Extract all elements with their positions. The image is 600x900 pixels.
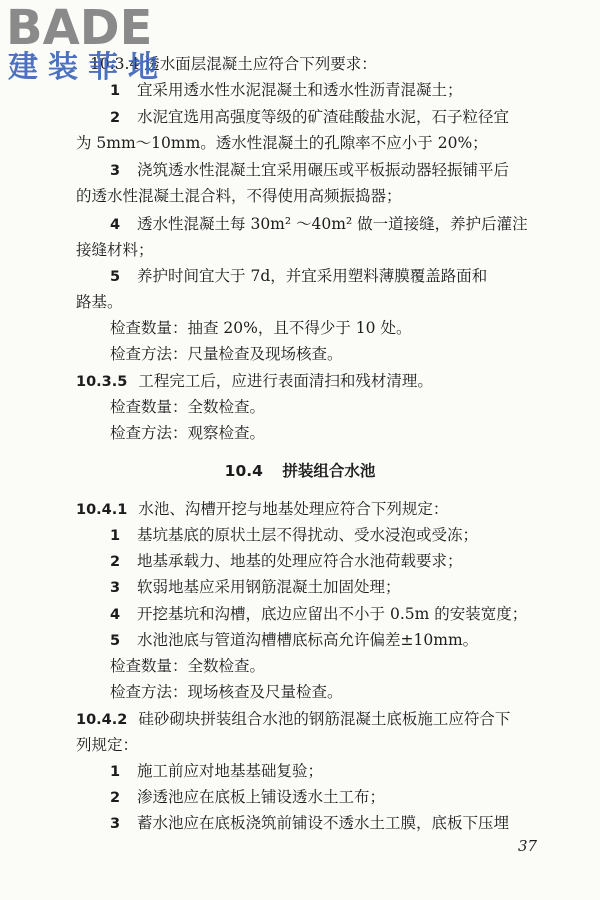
continuation-line	[76, 733, 138, 757]
item-text: 水池池底与管道沟槽槽底标高允许偏差±10mm。	[137, 631, 479, 649]
inspection-method	[110, 680, 343, 704]
item-number: 1	[110, 83, 121, 99]
list-item	[110, 212, 528, 237]
list-item	[110, 549, 463, 574]
item-text: 浇筑透水性混凝土宜采用碾压或平板振动器轻振铺平后	[137, 161, 510, 179]
clause-text: 硅砂砌块拼装组合水池的钢筋混凝土底板施工应符合下	[138, 710, 511, 728]
item-number: 2	[110, 110, 121, 126]
section-heading-10-4	[0, 459, 600, 483]
clause-10-3-5	[76, 369, 433, 394]
item-text: 养护时间宜大于 7d，并宜采用塑料薄膜覆盖路面和	[137, 267, 488, 285]
item-number: 5	[110, 633, 121, 649]
item-text: 透水性混凝土每 30m² ～40m² 做一道接缝，养护后灌注	[137, 215, 528, 233]
list-item	[110, 811, 509, 836]
inspection-text: 检查数量：全数检查。	[110, 398, 266, 416]
inspection-method	[110, 421, 265, 445]
item-text: 的透水性混凝土混合料，不得使用高频振捣器；	[76, 187, 402, 205]
item-number: 2	[110, 790, 121, 806]
item-text: 渗透池应在底板上铺设透水土工布；	[137, 788, 386, 806]
clause-10-4-1	[76, 497, 448, 522]
item-number: 2	[110, 554, 121, 570]
list-item	[110, 264, 487, 289]
inspection-quantity	[110, 316, 411, 340]
list-item	[110, 158, 509, 183]
list-item	[110, 759, 323, 784]
clause-text: 列规定：	[76, 736, 139, 754]
item-text: 基坑基底的原状土层不得扰动、受水浸泡或受冻；	[137, 526, 479, 544]
item-number: 1	[110, 764, 121, 780]
item-text: 软弱地基应采用钢筋混凝土加固处理；	[137, 578, 401, 596]
inspection-quantity	[110, 395, 265, 419]
item-number: 4	[110, 217, 121, 233]
item-text: 地基承载力、地基的处理应符合水池荷载要求；	[137, 552, 463, 570]
list-item	[110, 575, 401, 600]
item-text: 为 5mm～10mm。透水性混凝土的孔隙率不应小于 20%；	[76, 134, 488, 152]
inspection-text: 检查数量：全数检查。	[110, 657, 266, 675]
item-text: 开挖基坑和沟槽，底边应留出不小于 0.5m 的安装宽度；	[137, 605, 528, 623]
clause-text: 工程完工后，应进行表面清扫和残材清理。	[138, 372, 433, 390]
item-text: 宜采用透水性水泥混凝土和透水性沥青混凝土；	[137, 81, 463, 99]
item-number: 3	[110, 163, 121, 179]
item-number: 3	[110, 580, 121, 596]
item-number: 1	[110, 528, 121, 544]
inspection-text: 检查方法：尺量检查及现场核查。	[110, 345, 343, 363]
list-item	[110, 523, 478, 548]
list-item	[110, 785, 385, 810]
logo-brand-text: BADE	[6, 0, 153, 56]
inspection-method	[110, 342, 343, 366]
item-text: 接缝材料；	[76, 241, 154, 259]
clause-text: 10.3.4 透水面层混凝土应符合下列要求：	[90, 55, 377, 73]
clause-number: 10.4.1	[76, 502, 128, 518]
continuation-line	[76, 131, 488, 155]
item-number: 5	[110, 269, 121, 285]
clause-number: 10.3.5	[76, 374, 128, 390]
item-text: 路基。	[76, 293, 123, 311]
clause-text: 水池、沟槽开挖与地基处理应符合下列规定：	[138, 500, 449, 518]
continuation-line	[76, 238, 154, 262]
item-number: 3	[110, 816, 121, 832]
continuation-line	[76, 184, 402, 208]
logo-tagline-text: 建装菲地	[8, 50, 168, 85]
list-item	[110, 105, 509, 130]
page-number: 37	[518, 837, 538, 855]
list-item	[110, 628, 478, 653]
inspection-text: 检查数量：抽查 20%，且不得少于 10 处。	[110, 319, 412, 337]
inspection-text: 检查方法：观察检查。	[110, 424, 266, 442]
item-number: 4	[110, 607, 121, 623]
item-text: 水泥宜选用高强度等级的矿渣硅酸盐水泥，石子粒径宜	[137, 108, 510, 126]
bade-watermark-logo	[6, 2, 176, 88]
inspection-quantity	[110, 654, 265, 678]
item-text: 施工前应对地基基础复验；	[137, 762, 324, 780]
clause-number: 10.4.2	[76, 712, 128, 728]
heading-title: 拼装组合水池	[282, 462, 376, 480]
inspection-text: 检查方法：现场核查及尺量检查。	[110, 683, 343, 701]
list-item	[110, 602, 527, 627]
heading-number: 10.4	[224, 462, 263, 480]
clause-10-4-2	[76, 707, 510, 732]
continuation-line	[76, 290, 123, 314]
item-text: 蓄水池应在底板浇筑前铺设不透水土工膜，底板下压埋	[137, 814, 510, 832]
